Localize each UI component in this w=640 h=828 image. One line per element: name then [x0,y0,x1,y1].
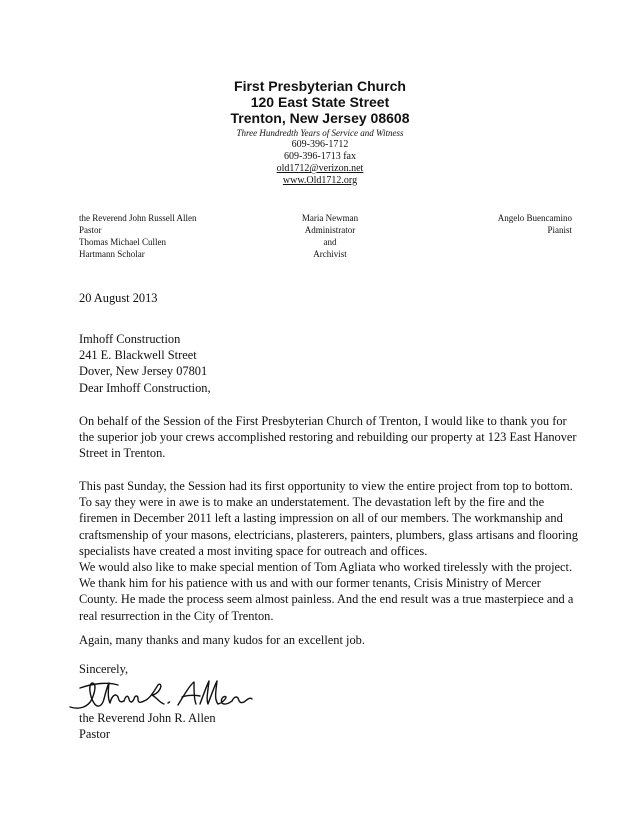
staff-administrator-title: Administrator [304,225,356,235]
staff-middle-column [270,212,390,260]
signature-graphic [66,677,256,713]
staff-and: and [323,237,337,247]
letter-date: 20 August 2013 [79,291,158,305]
signature-block [79,710,579,742]
staff-archivist-title: Archivist [313,249,347,259]
church-motto: Three Hundredth Years of Service and Witness [236,128,404,138]
paragraph [79,559,579,624]
paragraph-text: On behalf of the Session of the First Presbyterian Church of Trenton, I would like to thank you for the superior job your crews accomplished restoring and rebuilding our property at 123 East Hanover Street in Trenton. [79,414,577,461]
staff-pianist-name: Angelo Buencamino [497,213,572,223]
paragraph-text: We would also like to make special mention of Tom Agliata who worked tirelessly with the project. We thank him for his patience with us and with our former tenants, Crisis Ministry of Mercer County. He made the process seem almost painless. And the end result was a true masterpiece and a real resurrection in the City of Trenton. [79,560,574,623]
staff-administrator-name: Maria Newman [301,213,359,223]
staff-right-column [498,212,572,236]
staff-left-column [79,212,196,260]
church-street: 120 East State Street [250,94,390,110]
handwritten-signature [66,677,256,713]
paragraph-text: This past Sunday, the Session had its first opportunity to view the entire project from top to bottom. To say they were in awe is to make an understatement. The devastation left by the fire and the firemen in December 2011 left a lasting impression on all of our members. The workmanship and craftsmenship of your masons, electricians, plasterers, painters, plumbers, glass artisans and flooring specialists have created a most inviting space for outreach and offices. [79,479,578,558]
fax-number: 609-396-1713 fax [284,151,356,162]
website-link[interactable]: www.Old1712.org [282,175,358,186]
phone-number: 609-396-1712 [291,139,349,150]
staff-pastor-title: Pastor [79,225,102,235]
salutation: Dear Imhoff Construction, [79,381,211,395]
recipient-line: Imhoff Construction [79,332,181,346]
recipient-line: 241 E. Blackwell Street [79,348,197,363]
staff-pianist-title: Pianist [547,225,572,235]
staff-scholar-name: Thomas Michael Cullen [79,237,166,247]
paragraph-text: Again, many thanks and many kudos for an excellent job. [79,633,365,647]
staff-scholar-title: Hartmann Scholar [79,249,145,259]
recipient-line: Dover, New Jersey 07801 [79,364,208,379]
closing: Sincerely, [79,662,129,676]
church-name: First Presbyterian Church [234,78,406,94]
paragraph [79,478,579,559]
recipient-address [79,331,579,380]
church-city: Trenton, New Jersey 08608 [230,110,410,126]
signer-name: the Reverend John R. Allen [79,711,216,725]
signer-title: Pastor [79,727,110,742]
paragraph [79,632,579,648]
letterhead [0,78,640,187]
paragraph [79,413,579,462]
email-link[interactable]: old1712@verizon.net [276,163,364,174]
staff-pastor-name: the Reverend John Russell Allen [79,213,197,223]
